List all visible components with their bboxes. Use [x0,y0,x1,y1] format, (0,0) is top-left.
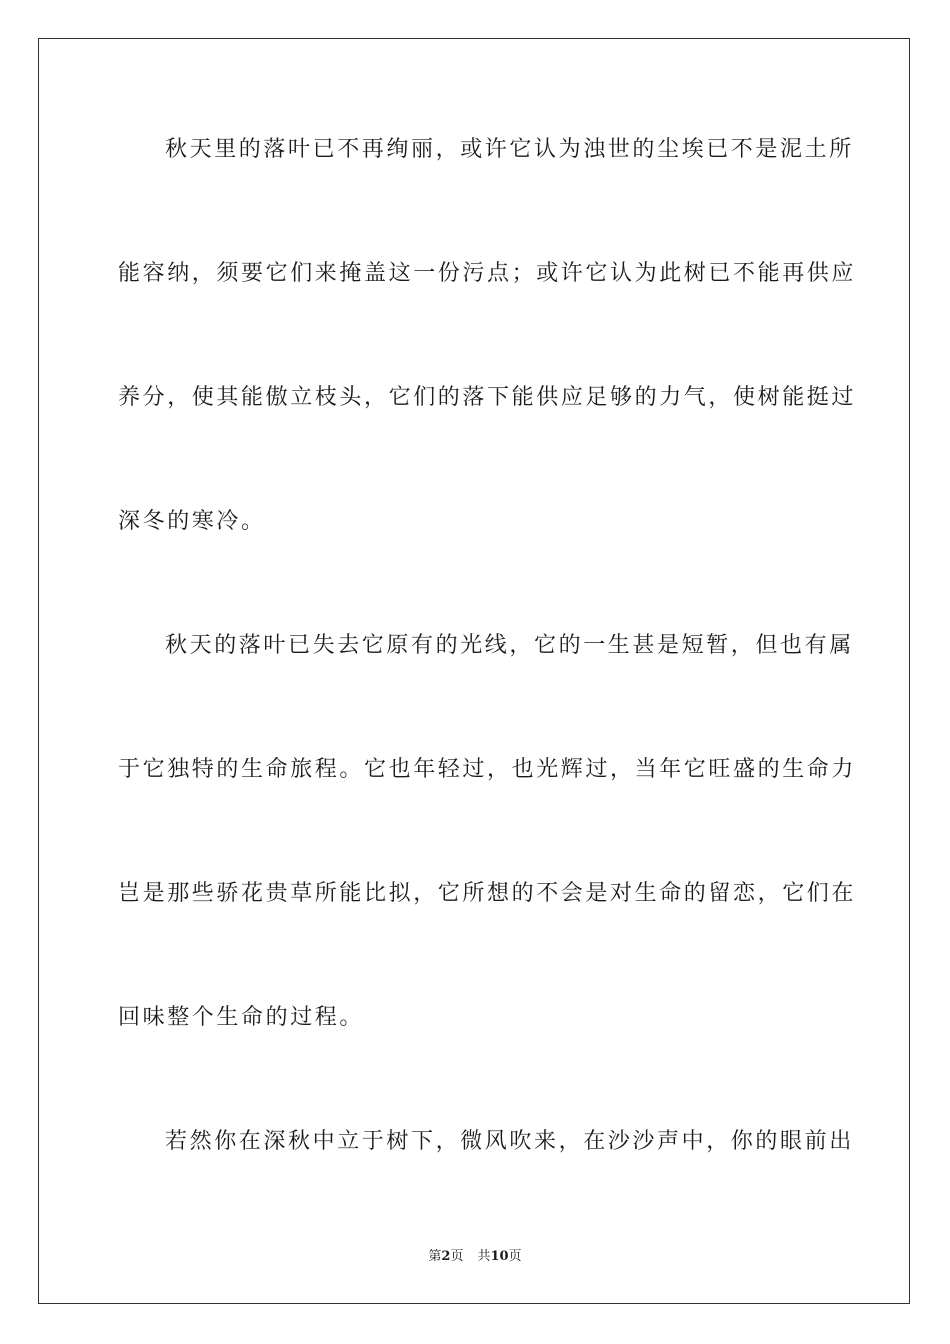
page-prefix: 第 [428,1249,442,1264]
paragraph-1-line-1: 秋天里的落叶已不再绚丽，或许它认为浊世的尘埃已不是泥土所 [165,137,854,162]
paragraph-2-line-1: 秋天的落叶已失去它原有的光线，它的一生甚是短暂，但也有属 [165,633,854,658]
page-border [38,38,910,1304]
paragraph-2-line-4: 回味整个生命的过程。 [118,1005,365,1030]
total-prefix: 共 [477,1249,491,1264]
page-number: 2 [441,1249,451,1264]
paragraph-2-line-2: 于它独特的生命旅程。它也年轻过，也光辉过，当年它旺盛的生命力 [118,757,857,782]
paragraph-1-line-4: 深冬的寒冷。 [118,509,266,534]
total-pages: 10 [490,1249,509,1264]
paragraph-1-line-3: 养分，使其能傲立枝头，它们的落下能供应足够的力气，使树能挺过 [118,385,857,410]
paragraph-3-line-1: 若然你在深秋中立于树下，微风吹来，在沙沙声中，你的眼前出 [165,1129,854,1154]
total-suffix: 页 [508,1249,522,1264]
paragraph-2-line-3: 岂是那些骄花贵草所能比拟，它所想的不会是对生命的留恋，它们在 [118,881,857,906]
page-suffix: 页 [450,1249,464,1264]
paragraph-1-line-2: 能容纳，须要它们来掩盖这一份污点；或许它认为此树已不能再供应 [118,261,857,286]
page-footer [0,1248,950,1266]
